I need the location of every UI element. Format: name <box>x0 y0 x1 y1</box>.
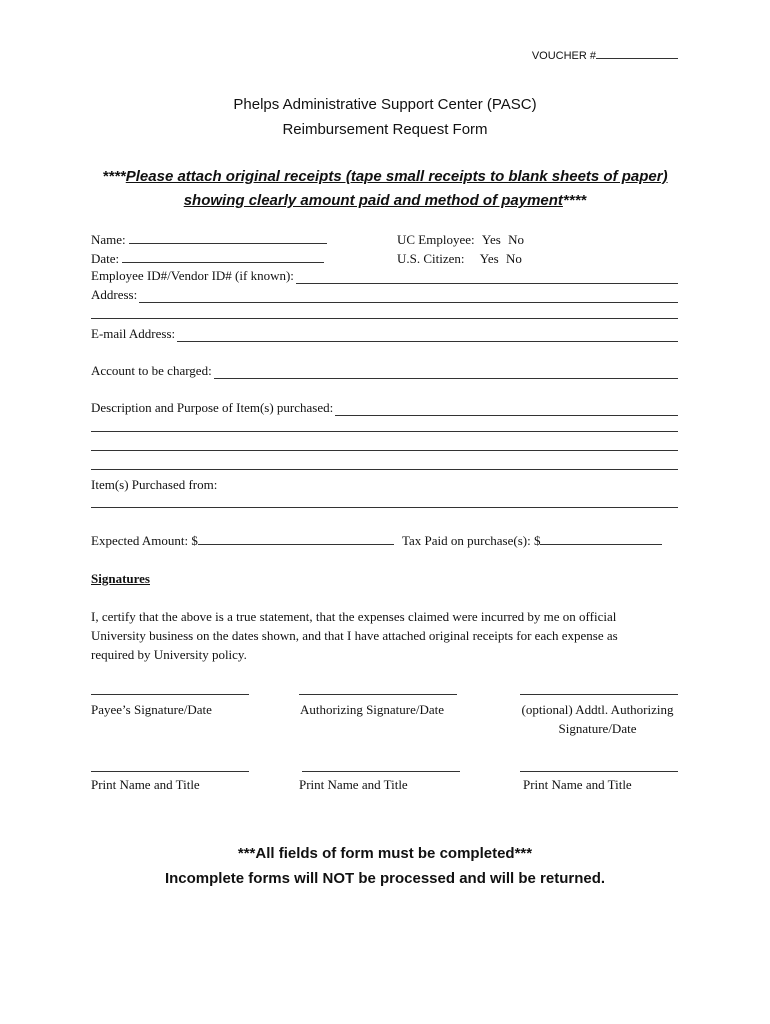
purchased-from-label: Item(s) Purchased from: <box>91 477 218 492</box>
employee-id-label: Employee ID#/Vendor ID# (if known): <box>91 268 294 283</box>
description-label: Description and Purpose of Item(s) purchased: <box>91 400 334 415</box>
receipt-notice-line1 <box>0 168 770 185</box>
form-title-line2: Reimbursement Request Form <box>282 121 488 138</box>
additional-signature-label-1: (optional) Addtl. Authorizing <box>521 702 674 717</box>
purchased-from-input[interactable] <box>91 507 678 508</box>
email-field <box>91 326 678 342</box>
additional-print-name-label: Print Name and Title <box>523 777 632 792</box>
certification-statement: I, certify that the above is a true statement, that the expenses claimed were incurred by me on official University business on the dates shown, and that I have attached original receipts for each expense as required by University policy. <box>91 609 618 662</box>
tax-paid-label: Tax Paid on purchase(s): $ <box>402 533 541 548</box>
address-line-2[interactable] <box>91 318 678 319</box>
additional-signature-line[interactable] <box>520 694 678 695</box>
expected-amount-label: Expected Amount: $ <box>91 533 198 548</box>
email-input[interactable] <box>177 329 678 342</box>
description-field <box>91 400 678 416</box>
address-label: Address: <box>91 287 138 302</box>
account-label: Account to be charged: <box>91 363 212 378</box>
voucher-number <box>532 48 678 62</box>
uc-employee-yes[interactable]: Yes <box>481 232 501 247</box>
form-title-line1: Phelps Administrative Support Center (PASC) <box>233 96 537 113</box>
tax-paid-field <box>402 533 662 549</box>
notice-prefix: **** <box>102 168 126 185</box>
uc-employee-no[interactable]: No <box>508 232 524 247</box>
voucher-label: VOUCHER # <box>531 50 596 62</box>
expected-amount-field <box>91 533 394 549</box>
uc-employee-label: UC Employee: <box>397 232 475 247</box>
employee-id-input[interactable] <box>296 271 678 284</box>
footer-incomplete-notice: Incomplete forms will NOT be processed and will be returned. <box>164 870 606 887</box>
authorizing-print-name-label: Print Name and Title <box>299 777 408 792</box>
account-field <box>91 363 678 379</box>
name-label: Name: <box>91 232 126 247</box>
payee-print-name-line[interactable] <box>91 771 249 772</box>
signatures-heading: Signatures <box>91 571 150 586</box>
description-input[interactable] <box>335 403 678 416</box>
receipt-notice-line2 <box>0 192 770 209</box>
us-citizen-no[interactable]: No <box>505 251 522 266</box>
additional-print-name-line[interactable] <box>520 771 678 772</box>
date-input[interactable] <box>122 252 324 263</box>
authorizing-signature-label: Authorizing Signature/Date <box>300 702 445 717</box>
account-input[interactable] <box>214 366 678 379</box>
authorizing-signature-line[interactable] <box>299 694 457 695</box>
address-field <box>91 287 678 303</box>
name-input[interactable] <box>129 233 327 244</box>
tax-paid-input[interactable] <box>540 534 662 545</box>
expected-amount-input[interactable] <box>198 534 394 545</box>
notice-line2-text: showing clearly amount paid and method of payment <box>183 192 563 209</box>
payee-print-name-label: Print Name and Title <box>91 777 200 792</box>
us-citizen-yes[interactable]: Yes <box>479 251 499 266</box>
authorizing-print-name-line[interactable] <box>302 771 460 772</box>
name-field <box>91 232 327 248</box>
us-citizen-field <box>397 251 522 267</box>
description-line-4[interactable] <box>91 469 678 470</box>
employee-id-field <box>91 268 678 284</box>
notice-suffix: **** <box>562 192 587 209</box>
description-line-2[interactable] <box>91 431 678 432</box>
uc-employee-field <box>397 232 524 248</box>
notice-line1-text: Please attach original receipts (tape small receipts to blank sheets of paper) <box>125 168 668 185</box>
date-field <box>91 251 324 267</box>
date-label: Date: <box>91 251 120 266</box>
payee-signature-line[interactable] <box>91 694 249 695</box>
email-label: E-mail Address: <box>91 326 176 341</box>
payee-signature-label: Payee’s Signature/Date <box>91 702 212 717</box>
footer-required-notice: ***All fields of form must be completed*** <box>237 845 533 862</box>
address-input[interactable] <box>139 290 678 303</box>
voucher-blank[interactable] <box>596 48 678 59</box>
additional-signature-label-2: Signature/Date <box>558 721 637 736</box>
us-citizen-label: U.S. Citizen: <box>397 251 465 266</box>
description-line-3[interactable] <box>91 450 678 451</box>
